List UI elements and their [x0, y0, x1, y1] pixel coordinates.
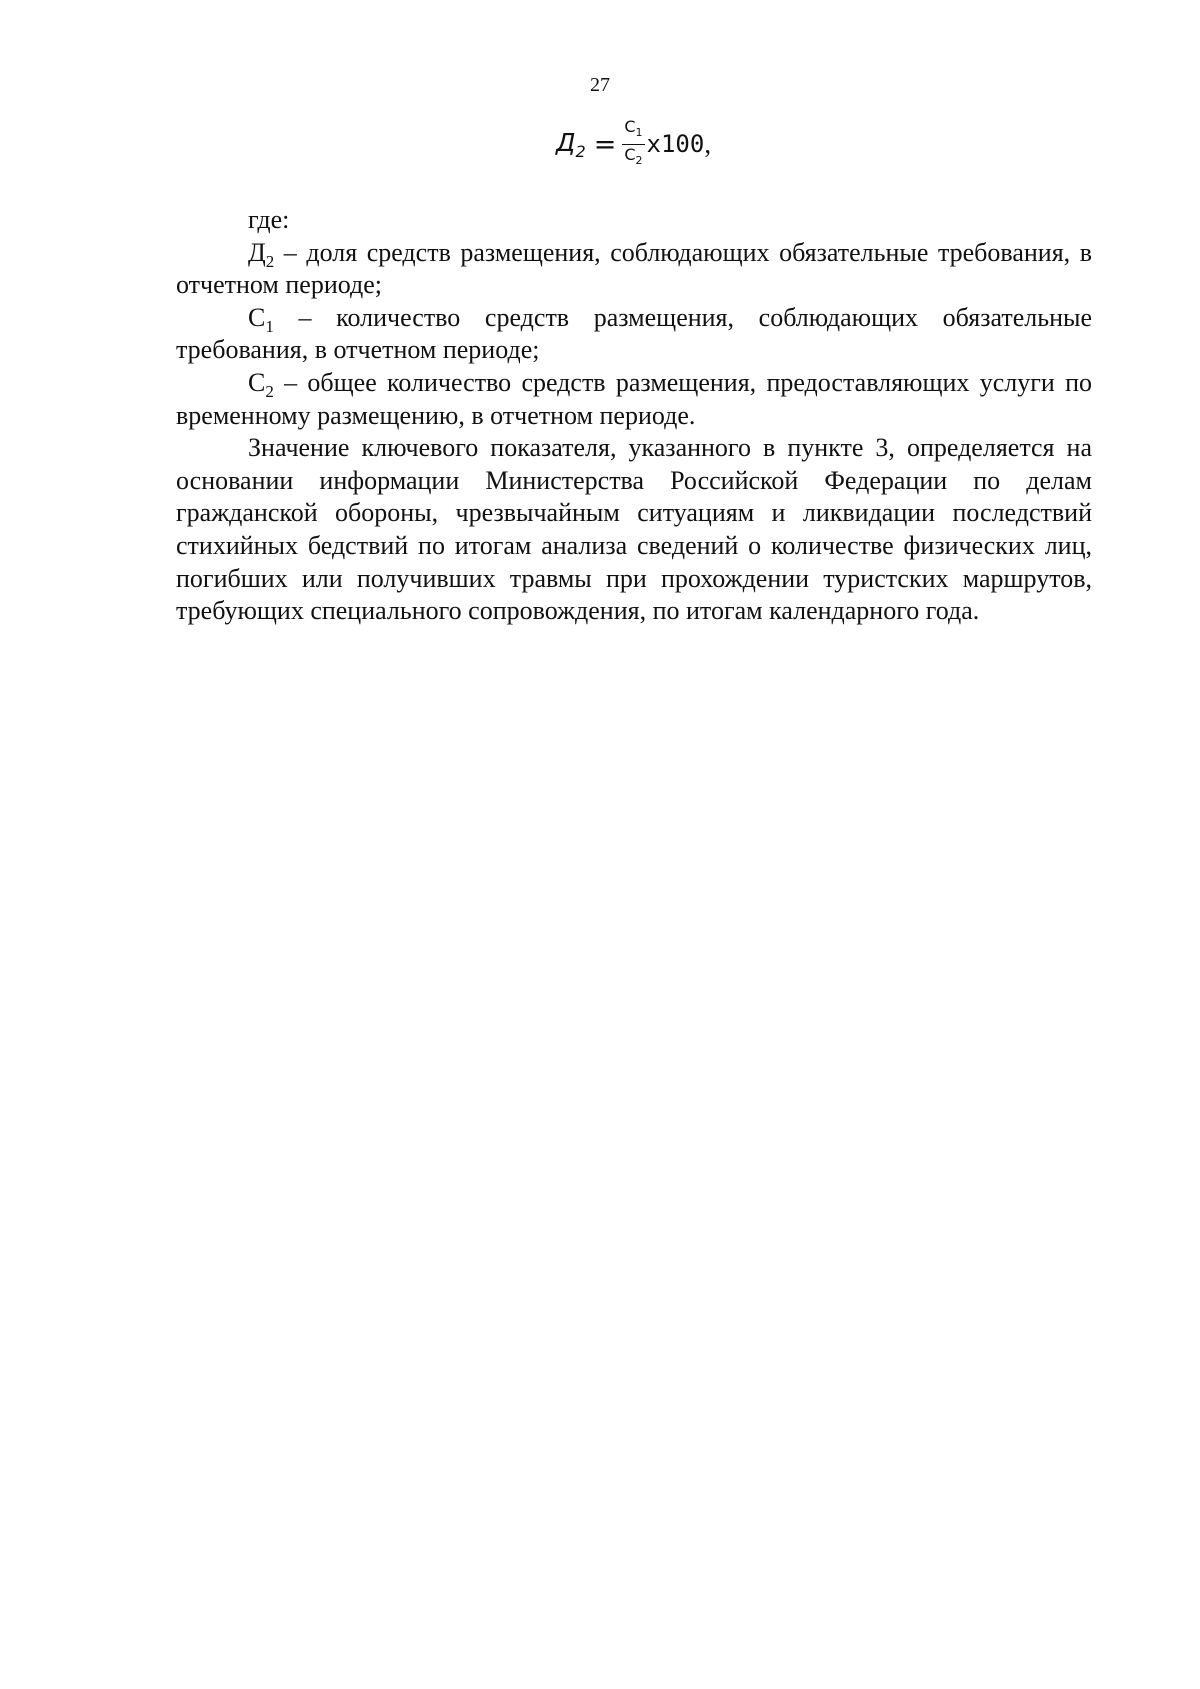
- definition-symbol: С: [248, 367, 266, 397]
- definition-text: – количество средств размещения, соблюдающих обязательные требования, в отчетном периоде;: [176, 302, 1092, 365]
- body-text: [176, 204, 1092, 628]
- formula-lhs: [556, 128, 586, 161]
- definition-text: – доля средств размещения, соблюдающих обязательные требования, в отчетном периоде;: [176, 237, 1092, 300]
- definition-subscript: 1: [265, 316, 274, 336]
- formula-numerator-symbol: С: [624, 117, 636, 137]
- definition-symbol: С: [248, 302, 266, 332]
- definition-subscript: 2: [265, 382, 274, 402]
- definition-subscript: 2: [265, 251, 275, 271]
- formula-multiplier: х100: [646, 130, 705, 158]
- definition-text: – общее количество средств размещения, предоставляющих услуги по временному размещению, в отчетном периоде.: [176, 367, 1092, 430]
- formula-numerator-subscript: 1: [635, 126, 643, 140]
- intro-line: где:: [248, 205, 290, 234]
- formula-denominator-subscript: 2: [635, 153, 643, 167]
- formula-numerator: [622, 118, 644, 144]
- formula-equals: =: [593, 128, 617, 160]
- formula-lhs-subscript: 2: [575, 141, 586, 161]
- definition-c1: [176, 302, 1092, 367]
- definition-c2: [176, 367, 1092, 432]
- formula-denominator: [624, 145, 642, 170]
- definition-d2: [176, 237, 1092, 302]
- definition-symbol: Д: [248, 237, 266, 267]
- page-number: 27: [590, 74, 610, 96]
- indicator-paragraph: Значение ключевого показателя, указанного в пункте 3, определяется на основании информации Министерства Российской Федерации по делам гражданской обороны, чрезвычайным ситуациям и ликвидации последствий стихийных бедствий по итогам анализа сведений о количестве физических лиц, погибших или получивших травмы при прохождении туристских маршрутов, требующих специального сопровождения, по итогам календарного года.: [176, 433, 1092, 626]
- formula-fraction: [622, 118, 644, 169]
- formula-trailing-comma: ,: [704, 128, 712, 159]
- formula: [556, 116, 711, 172]
- formula-lhs-symbol: Д: [556, 127, 576, 157]
- formula-denominator-symbol: С: [624, 144, 636, 164]
